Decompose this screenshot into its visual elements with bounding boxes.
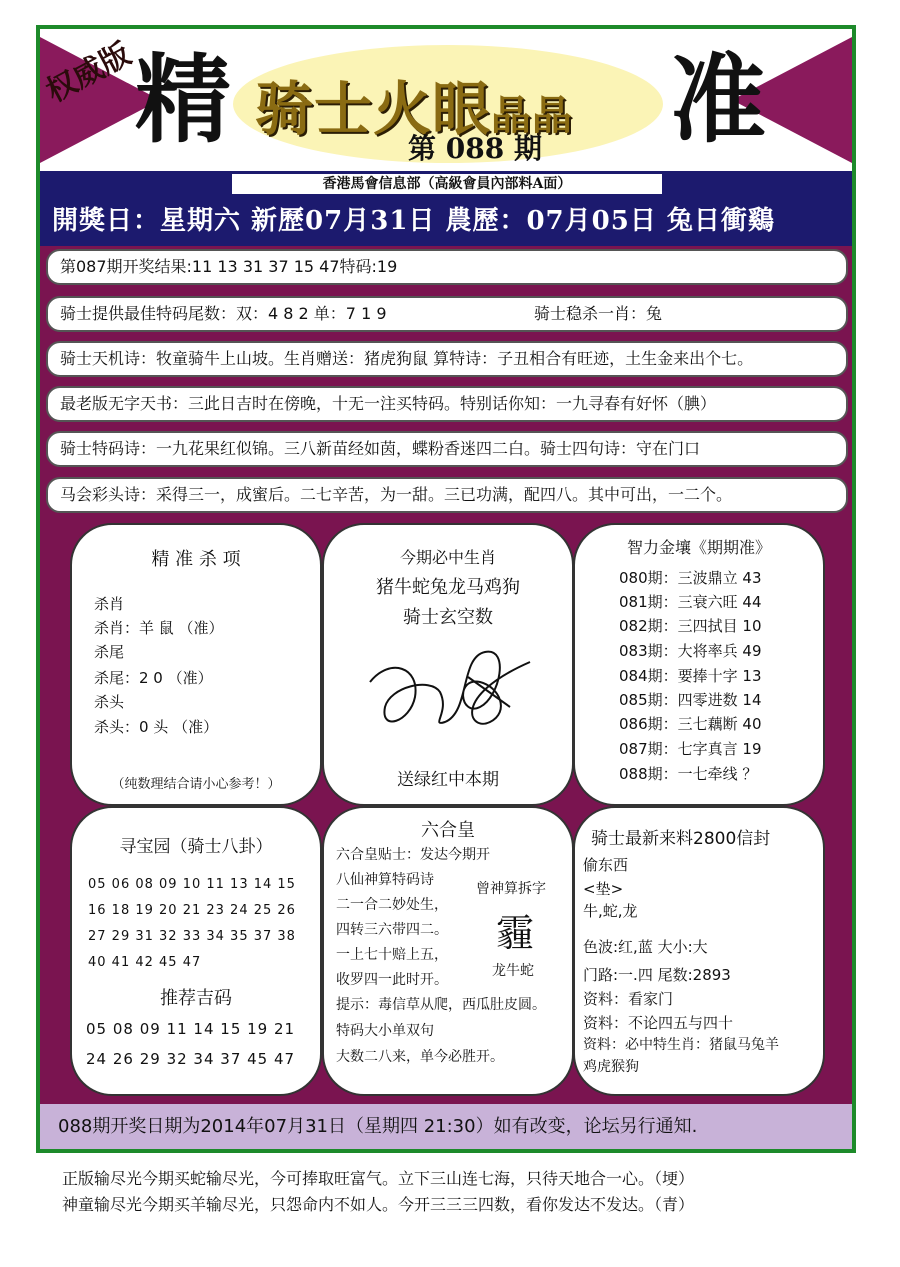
must-hit-footer: 送绿红中本期 — [397, 770, 499, 790]
lhh-side-answer: 龙牛蛇 — [492, 963, 534, 979]
kill-box-title: 精 准 杀 项 — [151, 549, 241, 570]
jockey-poem-row: 马会彩头诗：采得三一，成蜜后。二七辛苦，为一甜。三已功满，配四八。其中可出，一二个。 — [46, 477, 848, 513]
treasure-num-line: 05 06 08 09 10 11 13 14 15 — [88, 877, 296, 892]
treasure-numbers — [88, 872, 296, 976]
latest-line: 偷东西 — [583, 856, 629, 874]
zhili-item: 085期：四零进数 14 — [619, 691, 762, 709]
kill-zodiac-text: 骑士稳杀一肖：兔 — [534, 304, 663, 323]
must-hit-box — [322, 523, 574, 806]
prev-result-row: 第087期开奖结果:11 13 31 37 15 47特码:19 — [46, 249, 848, 285]
draw-notice-bar: 088期开奖日期为2014年07月31日（星期四 21:30）如有改变，论坛另行通知. — [40, 1104, 852, 1149]
zhili-item: 083期：大将率兵 49 — [619, 642, 762, 660]
kill-line: 杀尾 — [94, 643, 125, 661]
kill-line: 杀肖：羊 鼠 （准） — [94, 619, 224, 637]
handwritten-signature — [360, 637, 540, 737]
treasure-num-line: 40 41 42 45 47 — [88, 955, 202, 970]
special-poem-row: 骑士特码诗：一九花果红似锦。三八新苗经如茵，蝶粉香迷四二白。骑士四句诗：守在门口 — [46, 431, 848, 467]
latest-title: 骑士最新来料2800信封 — [591, 829, 771, 849]
kill-note: （纯数理结合请小心参考！） — [111, 777, 281, 792]
lhh-box — [322, 806, 574, 1096]
lhh-line: 八仙神算特码诗 — [336, 872, 434, 888]
title-main: 骑士火眼 — [255, 75, 492, 143]
lucky-num-line: 05 08 09 11 14 15 19 21 — [86, 1020, 296, 1038]
treasure-title: 寻宝园（骑士八卦） — [119, 837, 273, 857]
zhili-item: 081期：三衰六旺 44 — [619, 593, 762, 611]
latest-line: 资料：必中特生肖：猪鼠马兔羊 — [583, 1037, 779, 1053]
kill-line: 杀尾：2 0 （准） — [94, 669, 213, 687]
kill-line: 杀头 — [94, 693, 125, 711]
zhili-box — [573, 523, 825, 806]
kill-line: 杀头：0 头 （准） — [94, 718, 219, 736]
footer-line: 正版输尽光今期买蛇输尽光，今可捧取旺富气。立下三山连七海，只待天地合一心。（埂） — [62, 1169, 695, 1188]
draw-date-line: 開獎日：星期六 新歷07月31日 農歷：07月05日 兔日衝鷄 — [52, 206, 775, 236]
lhh-line: 收罗四一此时开。 — [336, 972, 448, 988]
lucky-numbers — [86, 1014, 295, 1074]
lhh-line: 二一合二妙处生， — [336, 897, 448, 913]
lhh-line: 特码大小单双句 — [336, 1023, 434, 1039]
lucky-title: 推荐吉码 — [160, 988, 232, 1009]
must-hit-heading: 今期必中生肖 — [399, 548, 496, 567]
footer-line: 神童输尽光今期买羊输尽光，只怨命内不如人。今开三三三四数，看你发达不发达。（青） — [62, 1195, 695, 1214]
zhili-item: 086期：三七藕断 40 — [619, 715, 762, 733]
lhh-line: 六合皇贴士：发达今期开 — [336, 847, 490, 863]
latest-line: 资料：看家门 — [583, 990, 674, 1008]
right-big-char: 准 — [670, 43, 766, 156]
mystery-number-label: 骑士玄空数 — [403, 607, 493, 628]
kill-line: 杀肖 — [94, 595, 125, 613]
latest-line: 色波:红,蓝 大小:大 — [583, 938, 708, 956]
latest-box — [573, 806, 825, 1096]
lhh-line: 一上七十赔上五， — [336, 947, 448, 963]
issue-number: 第 088 期 — [408, 132, 542, 165]
latest-line: 鸡虎猴狗 — [583, 1059, 639, 1075]
poem-row: 骑士天机诗：牧童骑牛上山坡。生肖赠送：猪虎狗鼠 算特诗：子丑相合有旺迹，土生金来出个七。 — [46, 341, 848, 377]
zhili-item: 088期：一七牵线 ？ — [619, 765, 758, 783]
lhh-title: 六合皇 — [421, 820, 475, 841]
lhh-line: 四转三六带四二。 — [336, 922, 448, 938]
treasure-num-line: 16 18 19 20 21 23 24 25 26 — [88, 903, 296, 918]
latest-line: <垫> — [583, 880, 624, 898]
treasure-num-line: 27 29 31 32 33 34 35 37 38 — [88, 929, 296, 944]
authority-stamp: 权威版 — [40, 36, 137, 110]
zhili-item: 080期：三波鼎立 43 — [619, 569, 762, 587]
latest-line: 资料：不论四五与四十 — [583, 1014, 734, 1032]
zhili-item: 087期：七字真言 19 — [619, 740, 762, 758]
tail-row — [46, 296, 848, 332]
zhili-item: 084期：要捧十字 13 — [619, 667, 762, 685]
lhh-char: 霾 — [496, 911, 535, 955]
kill-box — [70, 523, 322, 806]
lhh-line: 大数二八来，单今必胜开。 — [336, 1049, 504, 1065]
lucky-num-line: 24 26 29 32 34 37 45 47 — [86, 1050, 296, 1068]
latest-line: 门路:一.四 尾数:2893 — [583, 966, 731, 984]
zhili-item: 082期：三四拭目 10 — [619, 617, 762, 635]
title-small: 晶晶 — [491, 92, 574, 139]
lhh-line: 提示：毒信草从爬，西瓜肚皮圆。 — [336, 997, 546, 1013]
oldbook-row: 最老版无字天书：三此日吉时在傍晚，十无一注买特码。特别话你知：一九寻春有好怀（腆） — [46, 386, 848, 422]
tail-row-text: 骑士提供最佳特码尾数：双：4 8 2 单：7 1 9 — [60, 304, 387, 323]
source-subtitle: 香港馬會信息部（高級會員內部料A面） — [232, 174, 662, 194]
must-hit-zodiacs: 猪牛蛇兔龙马鸡狗 — [376, 577, 520, 598]
latest-line: 牛,蛇,龙 — [583, 902, 638, 920]
left-big-char: 精 — [135, 43, 231, 156]
zhili-title: 智力金壤《期期准》 — [626, 538, 771, 557]
treasure-box — [70, 806, 322, 1096]
lhh-side-label: 曾神算拆字 — [476, 881, 546, 897]
